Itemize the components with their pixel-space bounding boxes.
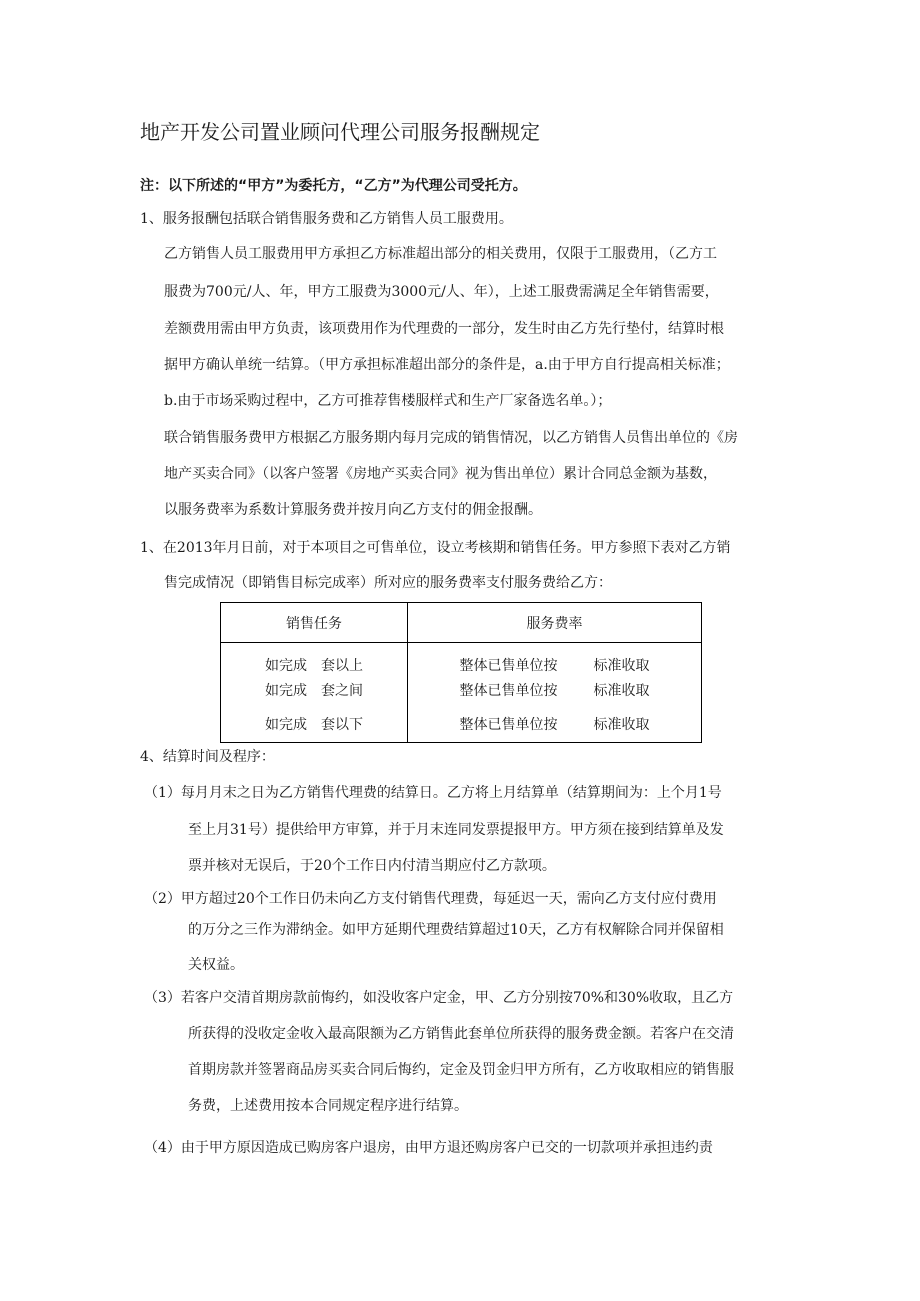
task-suffix: 套之间: [321, 683, 363, 699]
fee-rate-table: [220, 602, 702, 743]
section2-line: 售完成情况（即销售目标完成率）所对应的服务费率支付服务费给乙方：: [164, 575, 612, 591]
section4-heading: 4、结算时间及程序：: [140, 749, 275, 765]
section1-para2-line: 以服务费率为系数计算服务费并按月向乙方支付的佣金报酬。: [164, 502, 542, 518]
section4-item-line: （4）由于甲方原因造成已购房客户退房，由甲方退还购房客户已交的一切款项并承担违约责: [144, 1140, 713, 1156]
section4-item-line: 所获得的没收定金收入最高限额为乙方销售此套单位所获得的服务费金额。若客户在交清: [188, 1026, 734, 1042]
section4-item-line: 的万分之三作为滞纳金。如甲方延期代理费结算超过10天，乙方有权解除合同并保留相: [188, 922, 724, 938]
section4-item-line: 务费，上述费用按本合同规定程序进行结算。: [188, 1098, 468, 1114]
section1-heading: 1、服务报酬包括联合销售服务费和乙方销售人员工服费用。: [140, 211, 513, 227]
rate-prefix: 整体已售单位按: [459, 658, 558, 674]
task-prefix: 如完成: [265, 683, 307, 699]
task-suffix: 套以上: [321, 658, 363, 674]
section4-item-line: 首期房款并签署商品房买卖合同后悔约，定金及罚金归甲方所有，乙方收取相应的销售服: [188, 1062, 734, 1078]
rate-prefix: 整体已售单位按: [459, 716, 558, 733]
table-row: [221, 675, 702, 705]
section4-item-line: （1）每月月末之日为乙方销售代理费的结算日。乙方将上月结算单（结算期间为：上个月1号: [144, 785, 722, 801]
rate-suffix: 标准收取: [593, 658, 650, 674]
rate-prefix: 整体已售单位按: [459, 683, 558, 699]
section1-para1-line: 据甲方确认单统一结算。（甲方承担标准超出部分的条件是，a.由于甲方自行提高相关标准；: [164, 357, 730, 373]
note-line: 注：以下所述的“甲方”为委托方，“乙方”为代理公司受托方。: [140, 178, 527, 194]
table-row: [221, 643, 702, 676]
task-suffix: 套以下: [321, 716, 363, 733]
section1-para1-line: b.由于市场采购过程中，乙方可推荐售楼服样式和生产厂家备选名单。）；: [164, 393, 612, 409]
section1-para1-line: 服费为700元/人、年，甲方工服费为3000元/人、年），上述工服费需满足全年销售需要，: [164, 284, 719, 300]
section1-para2-line: 联合销售服务费甲方根据乙方服务期内每月完成的销售情况，以乙方销售人员售出单位的《房: [164, 430, 738, 446]
section4-item-line: 关权益。: [188, 957, 244, 973]
table-header-rate: 服务费率: [408, 603, 702, 643]
section1-para2-line: 地产买卖合同》（以客户签署《房地产买卖合同》视为售出单位）累计合同总金额为基数，: [164, 466, 717, 482]
section4-item-line: 票并核对无误后，于20个工作日内付清当期应付乙方款项。: [188, 858, 556, 874]
section2-line: 1、在2013年月日前，对于本项目之可售单位，设立考核期和销售任务。甲方参照下表对乙方销: [140, 540, 731, 556]
task-prefix: 如完成: [265, 716, 307, 733]
rate-suffix: 标准收取: [593, 683, 650, 699]
section1-para1-line: 乙方销售人员工服费用甲方承担乙方标准超出部分的相关费用，仅限于工服费用，（乙方工: [164, 246, 717, 262]
section4-item-line: （2）甲方超过20个工作日仍未向乙方支付销售代理费，每延迟一天，需向乙方支付应付费用: [144, 891, 717, 907]
page-title: 地产开发公司置业顾问代理公司服务报酬规定: [140, 120, 540, 144]
section1-para1-line: 差额费用需由甲方负责，该项费用作为代理费的一部分，发生时由乙方先行垫付，结算时根: [164, 321, 724, 337]
section4-item-line: 至上月31号）提供给甲方审算，并于月末连同发票提报甲方。甲方须在接到结算单及发: [188, 822, 724, 838]
table-row: [221, 705, 702, 743]
section4-item-line: （3）若客户交清首期房款前悔约，如没收客户定金，甲、乙方分别按70%和30%收取，且乙方: [144, 990, 734, 1006]
rate-suffix: 标准收取: [593, 716, 650, 733]
task-prefix: 如完成: [265, 658, 307, 674]
table-header-task: 销售任务: [221, 603, 408, 643]
